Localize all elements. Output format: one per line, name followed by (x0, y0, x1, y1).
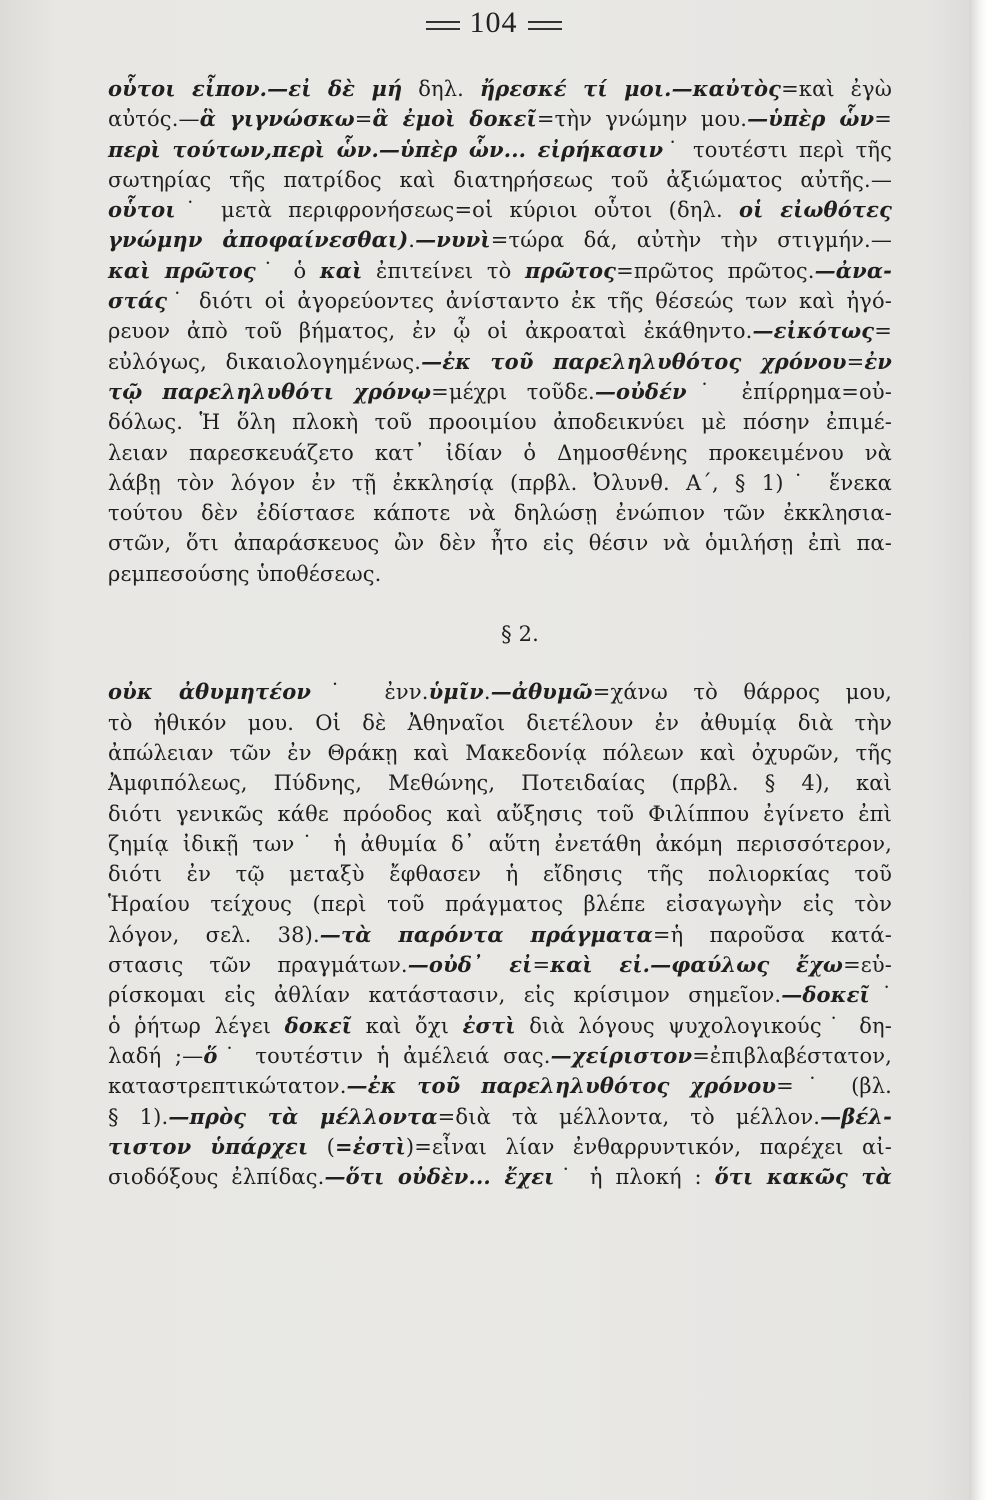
gloss: διότι ἐν τῷ μεταξὺ ἔφθασεν ἡ εἴδησις τῆς πολιορκίας τοῦ (108, 862, 892, 887)
text-line (108, 316, 892, 346)
text-line (108, 677, 892, 707)
section-heading (108, 619, 892, 649)
gloss: ˙ ἐπίρρημα=οὐ- (686, 379, 892, 404)
lemma: τιστον ὑπάρχει (108, 1133, 309, 1159)
gloss: ˙ διότι οἱ ἀγορεύοντες ἀνίσταντο ἐκ τῆς θέσεώς των καὶ ἠγό- (167, 289, 892, 314)
gloss: Ἀμφιπόλεως, Πύδνης, Μεθώνης, Ποτειδαίας (πρβλ. § 4), καὶ (108, 771, 892, 796)
lemma: γνώμην ἀποφαίνεσθαι) (108, 227, 409, 253)
lemma: καὶ πρῶτος (108, 257, 256, 283)
text-line (108, 1071, 892, 1101)
text-line (108, 889, 892, 919)
gloss: δηλ. (402, 77, 480, 101)
lemma: ἃ ἐμοὶ δοκεῖ (372, 106, 537, 132)
text-line (108, 768, 892, 798)
gloss: λόγον, σελ. 38). (108, 922, 320, 947)
gloss: σιοδόξους ἐλπίδας. (108, 1165, 325, 1190)
text-line (108, 1102, 892, 1132)
text-line (108, 165, 892, 195)
lemma: —ὑπὲρ ὧν (747, 106, 875, 132)
gloss: αὐτός.— (108, 107, 200, 132)
text-line (108, 738, 892, 768)
lemma: οὗτοι (108, 197, 176, 223)
lemma: =ἐστὶ (335, 1133, 406, 1159)
gloss: διότι γενικῶς κάθε πρόοδος καὶ αὔξησις τοῦ Φιλίππου ἐγίνετο ἐπὶ (108, 801, 892, 826)
gloss: = (874, 107, 892, 132)
gloss: . (483, 680, 491, 705)
gloss: )=εἶναι λίαν ἐνθαρρυντικόν, παρέχει αἰ- (405, 1134, 893, 1159)
text-line (108, 799, 892, 829)
gloss: ˙ ὁ (255, 258, 320, 283)
text-line (108, 528, 892, 558)
gloss: ˙ τουτέστι περὶ τῆς (663, 137, 893, 162)
gloss: λειαν παρεσκευάζετο κατ᾿ ἰδίαν ὁ Δημοσθένης προκειμένου νὰ (108, 440, 892, 465)
gloss: ζημίᾳ ἰδικῇ των˙ ἡ ἀθυμία δ᾿ αὕτη ἐνετάθη ἀκόμη περισσότερον, (108, 831, 892, 856)
gloss: = (874, 319, 892, 344)
lemma: ὑμῖν (428, 679, 484, 705)
lemma: —βέλ- (820, 1103, 893, 1129)
lemma: ἃ γιγνώσκω (199, 106, 355, 132)
gloss: =˙ (βλ. (776, 1074, 892, 1099)
gloss: =εὑ- (843, 953, 892, 978)
gloss: ρεμπεσούσης ὑποθέσεως. (108, 561, 382, 586)
gloss: =χάνω τὸ θάρρος μου, (592, 680, 892, 705)
gloss: ˙ ἡ πλοκή : (554, 1165, 715, 1190)
gloss: = (846, 349, 865, 374)
text-line (108, 498, 892, 528)
lemma: —τὰ παρόντα πράγματα (319, 921, 653, 947)
gloss: στῶν, ὅτι ἀπαράσκευος ὢν δὲν ἦτο εἰς θέσιν νὰ ὁμιλήσῃ ἐπὶ πα- (108, 531, 892, 556)
lemma: —ἐκ τοῦ παρεληλυθότος χρόνου (421, 348, 847, 374)
commentary-text (108, 74, 892, 1192)
gloss: =ἐπιβλαβέστατον, (692, 1043, 892, 1068)
text-line (108, 104, 892, 134)
lemma: δοκεῖ (284, 1012, 353, 1038)
page-edge (969, 0, 987, 1500)
gloss: =πρῶτος πρῶτος. (616, 258, 815, 283)
gloss: λάβῃ τὸν λόγον ἐν τῇ ἐκκλησίᾳ (πρβλ. Ὀλυνθ. Α΄, § 1)˙ ἕνεκα (108, 470, 892, 495)
lemma: —χείριστον (550, 1042, 693, 1068)
lemma: οὗτοι εἶπον.—εἰ δὲ μή (108, 76, 403, 101)
text-line (108, 950, 892, 980)
lemma: —οὐδ᾿ εἰ (407, 952, 533, 978)
lemma: καὶ εἰ.—φαύλως ἔχω (550, 952, 844, 978)
lemma: στάς (108, 288, 168, 314)
gloss: δόλως. Ἡ ὅλη πλοκὴ τοῦ προοιμίου ἀποδεικνύει μὲ πόσην ἐπιμέ- (108, 410, 892, 435)
lemma: —εἰκότως (752, 318, 875, 344)
text-line (108, 347, 892, 377)
lemma: ἤρεσκέ τί μοι.—καὐτὸς (479, 76, 782, 101)
lemma: ἐστὶ (462, 1012, 516, 1038)
gloss: στασις τῶν πραγμάτων. (108, 953, 408, 978)
page-number: 104 (469, 6, 518, 39)
lemma: πρῶτος (524, 257, 617, 283)
text-line (108, 407, 892, 437)
lemma: οὐκ ἀθυμητέον (108, 679, 312, 705)
gloss: § 1). (108, 1104, 169, 1129)
gloss: = (354, 107, 373, 132)
lemma: ὅ (203, 1042, 218, 1068)
lemma: ἐν (864, 348, 892, 374)
header-ornament-left (426, 21, 460, 30)
text-line (108, 1011, 892, 1041)
gloss: ˙ τουτέστιν ἡ ἀμέλειά σας. (217, 1043, 551, 1068)
lemma: —ἀθυμῶ (490, 679, 593, 705)
gloss: τὸ ἠθικόν μου. Οἱ δὲ Ἀθηναῖοι διετέλουν ἐν ἀθυμίᾳ διὰ τὴν (108, 710, 892, 735)
lemma: —πρὸς τὰ μέλλοντα (168, 1103, 438, 1129)
lemma: ὅτι κακῶς τὰ (714, 1164, 892, 1190)
text-line (108, 377, 892, 407)
text-line (108, 829, 892, 859)
gloss: =διὰ τὰ μέλλοντα, τὸ μέλλον. (437, 1104, 821, 1129)
lemma: οἱ εἰωθότες (738, 197, 893, 223)
gloss: εὐλόγως, δικαιολογημένως. (108, 349, 422, 374)
gloss: =τώρα δά, αὐτὴν τὴν στιγμήν.— (490, 228, 893, 253)
gloss: ( (308, 1134, 336, 1159)
gloss: ˙ ἐνν. (311, 680, 429, 705)
gloss: =τὴν γνώμην μου. (536, 107, 748, 132)
text-line (108, 256, 892, 286)
gloss: ὁ ῥήτωρ λέγει (108, 1013, 285, 1038)
lemma: τῷ παρεληλυθότι χρόνῳ (108, 378, 432, 404)
text-line (108, 1132, 892, 1162)
gloss: ˙ (869, 983, 892, 1008)
lemma: —νυνὶ (415, 227, 491, 253)
gloss: ˙ μετὰ περιφρονήσεως=οἱ κύριοι οὗτοι (δηλ. (175, 198, 739, 223)
gloss: διὰ λόγους ψυχολογικούς˙ δη- (515, 1013, 892, 1038)
text-line (108, 1041, 892, 1071)
lemma: καὶ (319, 257, 363, 283)
gloss: ρίσκομαι εἰς ἀθλίαν κατάστασιν, εἰς κρίσιμον σημεῖον. (108, 983, 782, 1008)
gloss: =ἡ παροῦσα κατά- (652, 922, 892, 947)
text-line (108, 286, 892, 316)
gloss: =μέχρι τοῦδε. (431, 379, 595, 404)
header-ornament-right (528, 21, 562, 30)
gloss: ρευον ἀπὸ τοῦ βήματος, ἐν ᾧ οἱ ἀκροαταὶ ἐκάθηντο. (108, 319, 753, 344)
gloss: καταστρεπτικώτατον. (108, 1074, 347, 1099)
text-line (108, 74, 892, 104)
text-line (108, 559, 892, 589)
gloss: § 2. (501, 622, 539, 647)
lemma: —δοκεῖ (781, 982, 870, 1008)
gloss: τούτου δὲν ἐδίστασε κάποτε νὰ δηλώσῃ ἐνώπιον τῶν ἐκκλησια- (108, 501, 892, 526)
gloss: λαδή ;— (108, 1043, 204, 1068)
page-header (0, 6, 987, 40)
gloss: ἐπιτείνει τὸ (362, 258, 525, 283)
text-line (108, 920, 892, 950)
lemma: —ἀνα- (814, 257, 892, 283)
text-line (108, 195, 892, 225)
text-line (108, 859, 892, 889)
text-line (108, 135, 892, 165)
text-line (108, 468, 892, 498)
lemma: —ὅτι οὐδὲν... ἔχει (324, 1164, 555, 1190)
gloss: Ἡραίου τείχους (περὶ τοῦ πράγματος βλέπε εἰσαγωγὴν εἰς τὸν (108, 892, 892, 917)
text-line (108, 1162, 892, 1192)
text-line (108, 980, 892, 1010)
gloss: ἀπώλειαν τῶν ἐν Θράκῃ καὶ Μακεδονίᾳ πόλεων καὶ ὀχυρῶν, τῆς (108, 740, 892, 765)
gloss: = (532, 953, 551, 978)
gloss: σωτηρίας τῆς πατρίδος καὶ διατηρήσεως τοῦ ἀξιώματος αὐτῆς.— (108, 167, 892, 192)
gloss: . (408, 228, 416, 253)
lemma: περὶ τούτων,περὶ ὧν.—ὑπὲρ ὧν... εἰρήκασιν (108, 136, 664, 162)
lemma: —οὐδέν (594, 378, 687, 404)
text-line (108, 438, 892, 468)
gloss: =καὶ ἐγὼ (781, 77, 892, 101)
text-line (108, 225, 892, 255)
gloss: καὶ ὄχι (352, 1013, 463, 1038)
text-line (108, 708, 892, 738)
lemma: —ἐκ τοῦ παρεληλυθότος χρόνου (346, 1073, 777, 1099)
